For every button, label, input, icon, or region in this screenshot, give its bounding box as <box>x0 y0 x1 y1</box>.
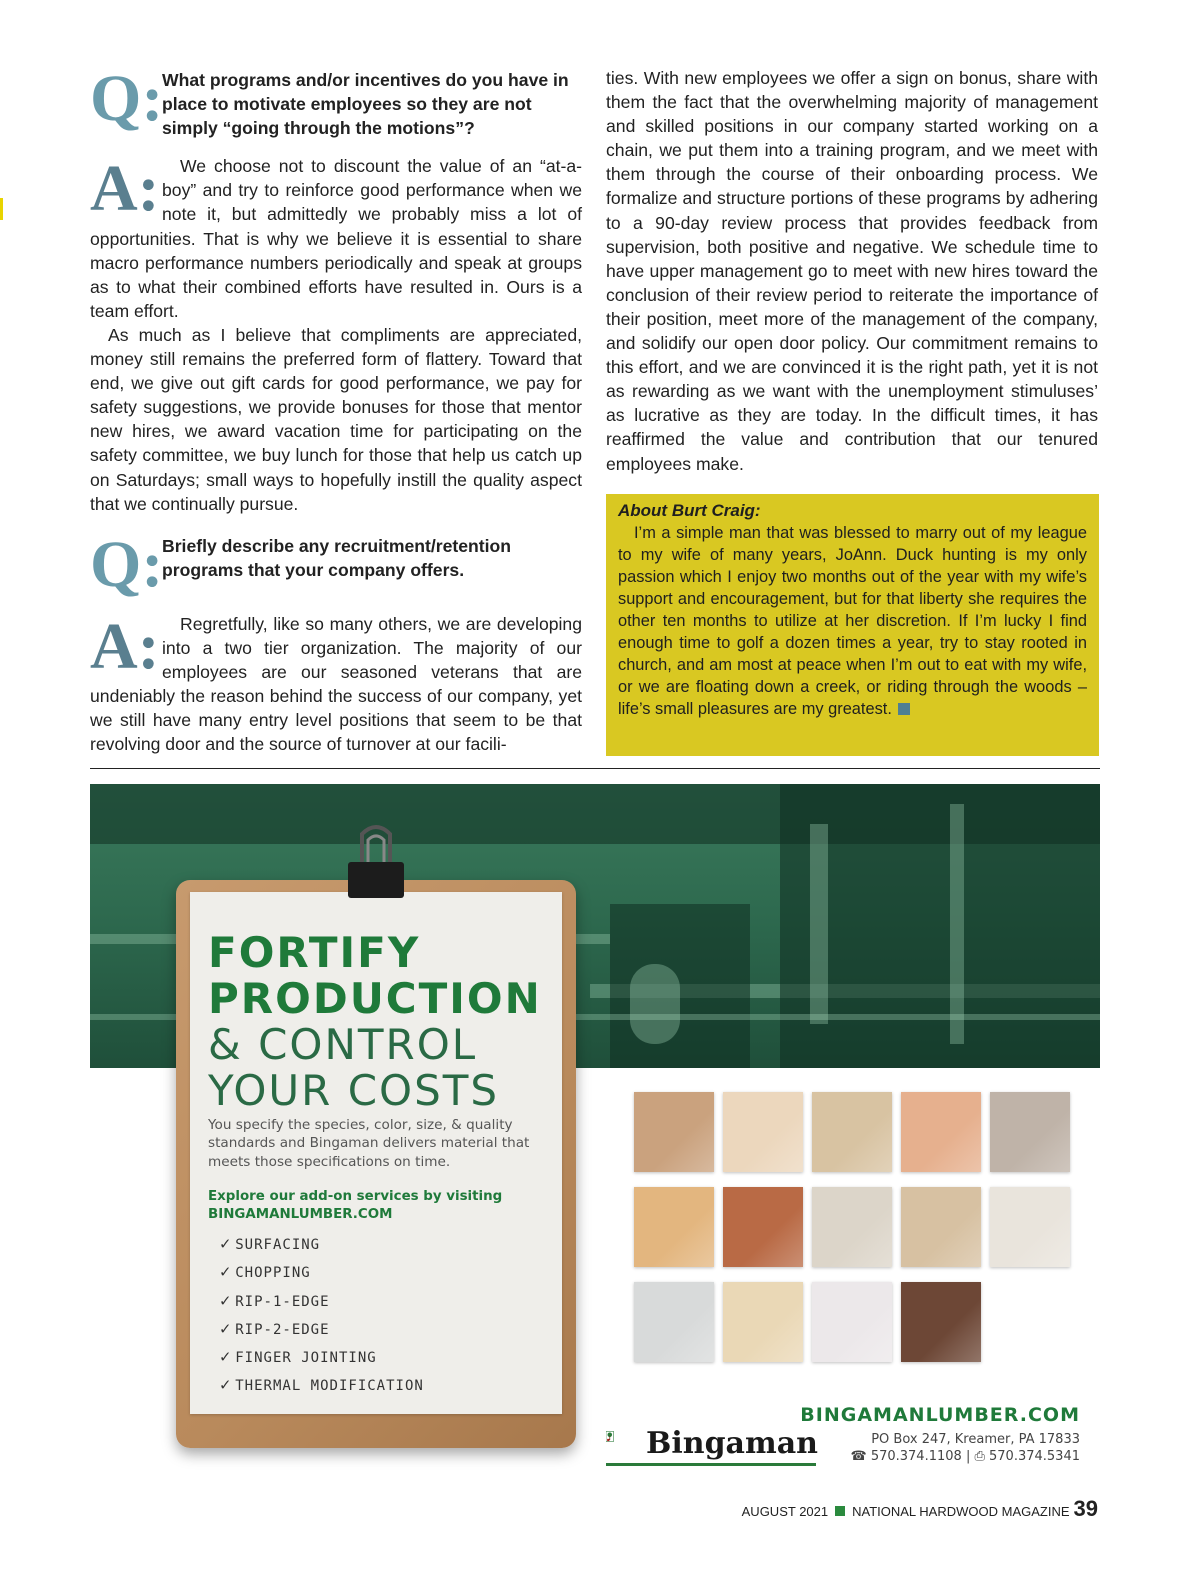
wood-swatch <box>812 1187 892 1267</box>
services-list <box>220 1230 424 1400</box>
wood-swatch <box>634 1282 714 1362</box>
service-item <box>220 1315 424 1343</box>
q-letter: Q: <box>90 527 164 601</box>
fax-icon: ⎙ <box>974 1449 985 1464</box>
phone-icon: ☎ <box>850 1449 867 1464</box>
contact-info <box>800 1404 1080 1464</box>
service-label: THERMAL MODIFICATION <box>235 1378 424 1395</box>
check-icon: ✓ <box>220 1262 232 1283</box>
service-item <box>220 1258 424 1286</box>
check-icon: ✓ <box>220 1347 232 1368</box>
binder-clip-icon <box>344 824 408 900</box>
wood-swatch <box>634 1092 714 1172</box>
service-item <box>220 1230 424 1258</box>
wood-swatch <box>723 1092 803 1172</box>
divider <box>90 768 1100 769</box>
question-text: What programs and/or incentives do you have in place to motivate employees so they are not simply “going through the motions”? <box>162 70 569 139</box>
service-item <box>220 1371 424 1399</box>
wood-swatch <box>812 1282 892 1362</box>
q-letter: Q: <box>90 62 164 135</box>
ad-phones <box>800 1449 1080 1464</box>
ad-headline: FORTIFY PRODUCTION & CONTROL YOUR COSTS <box>208 928 542 1115</box>
wood-swatch <box>990 1187 1070 1267</box>
service-label: FINGER JOINTING <box>235 1350 377 1367</box>
logo-underline <box>606 1463 816 1466</box>
wood-swatch <box>901 1092 981 1172</box>
answer-paragraph: Regretfully, like so many others, we are developing into a two tier organization. The majority of our employees are our seasoned veterans that are undeniably the reason behind the success of our company, yet we still have many entry level positions that seem to be that revolving door and the source of turnover at our facili- <box>90 613 582 755</box>
service-label: RIP-2-EDGE <box>235 1321 330 1338</box>
check-icon: ✓ <box>220 1318 232 1339</box>
wood-swatch <box>812 1092 892 1172</box>
answer-1 <box>90 154 582 515</box>
answer-2 <box>90 609 582 757</box>
issue-date: AUGUST 2021 <box>741 1504 829 1519</box>
left-column <box>90 62 582 756</box>
ad-explore: Explore our add-on services by visiting BINGAMANLUMBER.COM <box>208 1188 548 1223</box>
service-label: CHOPPING <box>235 1265 311 1282</box>
a-letter: A: <box>90 152 160 226</box>
check-icon: ✓ <box>220 1375 232 1396</box>
about-body: I’m a simple man that was blessed to marry out of my league to my wife of many years, JoAnn. Duck hunting is my only passion which I enjoy two months out of the year with my wife’s support and encouragement, but for that liberty she requires the other ten months to utilize at her discretion. If I’m lucky I find enough time to golf a dozen times a year, try to stay rooted in church, and am most at peace when I’m out to eat with my wife, or we are floating down a creek, or riding through the woods – life’s small pleasures are my greatest. <box>618 524 1087 718</box>
margin-mark <box>0 198 3 220</box>
wood-swatch <box>723 1282 803 1362</box>
page-number: 39 <box>1073 1496 1098 1521</box>
end-mark-icon <box>898 703 910 715</box>
bingaman-tree-logo-icon <box>606 1410 646 1464</box>
wood-swatch <box>901 1282 981 1362</box>
service-item <box>220 1343 424 1371</box>
answer-paragraph: As much as I believe that compliments are appreciated, money still remains the preferred form of flattery. Toward that end, we give out gift cards for good performance, we pay for safety suggestions, we provide bonuses for those that mentor new hires, we award vacation time for participating on the safety committee, we buy lunch for those that help us catch up on Saturdays; small ways to hopefully instill the quality aspect that we continually pursue. <box>90 324 582 514</box>
service-item <box>220 1287 424 1315</box>
question-text: Briefly describe any recruitment/retention programs that your company offers. <box>162 535 512 580</box>
wood-swatch <box>990 1092 1070 1172</box>
ad-explore-url[interactable]: BINGAMANLUMBER.COM <box>208 1206 393 1222</box>
ad-address: PO Box 247, Kreamer, PA 17833 <box>871 1432 1080 1447</box>
question-2 <box>90 527 582 601</box>
service-label: SURFACING <box>235 1237 321 1253</box>
check-icon: ✓ <box>220 1290 232 1311</box>
ad-fax: 570.374.5341 <box>989 1449 1080 1464</box>
about-box <box>606 494 1099 756</box>
page-footer <box>742 1496 1098 1522</box>
answer-paragraph: We choose not to discount the value of an “at-a-boy” and try to reinforce good performance when we note it, but admittedly we probably miss a lot of opportunities. That is why we believe it is essential to share macro performance numbers periodically and speak at groups as to what their combined efforts have resulted in. Ours is a team effort. <box>90 156 582 321</box>
bingaman-logo-text: Bingaman <box>646 1426 818 1461</box>
question-1 <box>90 62 582 140</box>
ad-phone: 570.374.1108 <box>870 1449 962 1464</box>
separator: | <box>965 1449 971 1464</box>
ad-url[interactable]: BINGAMANLUMBER.COM <box>800 1404 1080 1426</box>
right-column <box>606 66 1098 476</box>
footer-square-icon <box>835 1506 845 1516</box>
answer-continuation: ties. With new employees we offer a sign on bonus, share with them the fact that the overwhelming majority of management and skilled positions in our company started working on a chain, we put them into a training program, and we meet with them through the course of their onboarding process. We formalize and structure portions of these programs by adhering to a 90-day review process that provides feedback from supervision, both positive and negative. We schedule time to have upper management go to meet with new hires toward the conclusion of their review period to reiterate the importance of their position, meet more of the management of the company, and solidify our open door policy. Our commitment remains to this effort, and we are convinced it is the right path, yet it is not as rewarding as we want with the unemployment stimuluses’ as lucrative as they are today. In the difficult times, it has reaffirmed the value and contribution that our tenured employees make. <box>606 68 1098 474</box>
a-letter: A: <box>90 609 160 683</box>
magazine-name: NATIONAL HARDWOOD MAGAZINE <box>852 1504 1070 1519</box>
check-icon: ✓ <box>220 1234 232 1254</box>
wood-swatch <box>723 1187 803 1267</box>
service-label: RIP-1-EDGE <box>235 1293 330 1310</box>
ad-body: You specify the species, color, size, & quality standards and Bingaman delivers material that meets those specifications on time. <box>208 1117 530 1170</box>
wood-swatch <box>901 1187 981 1267</box>
wood-swatch <box>634 1187 714 1267</box>
about-title: About Burt Craig: <box>618 501 761 520</box>
